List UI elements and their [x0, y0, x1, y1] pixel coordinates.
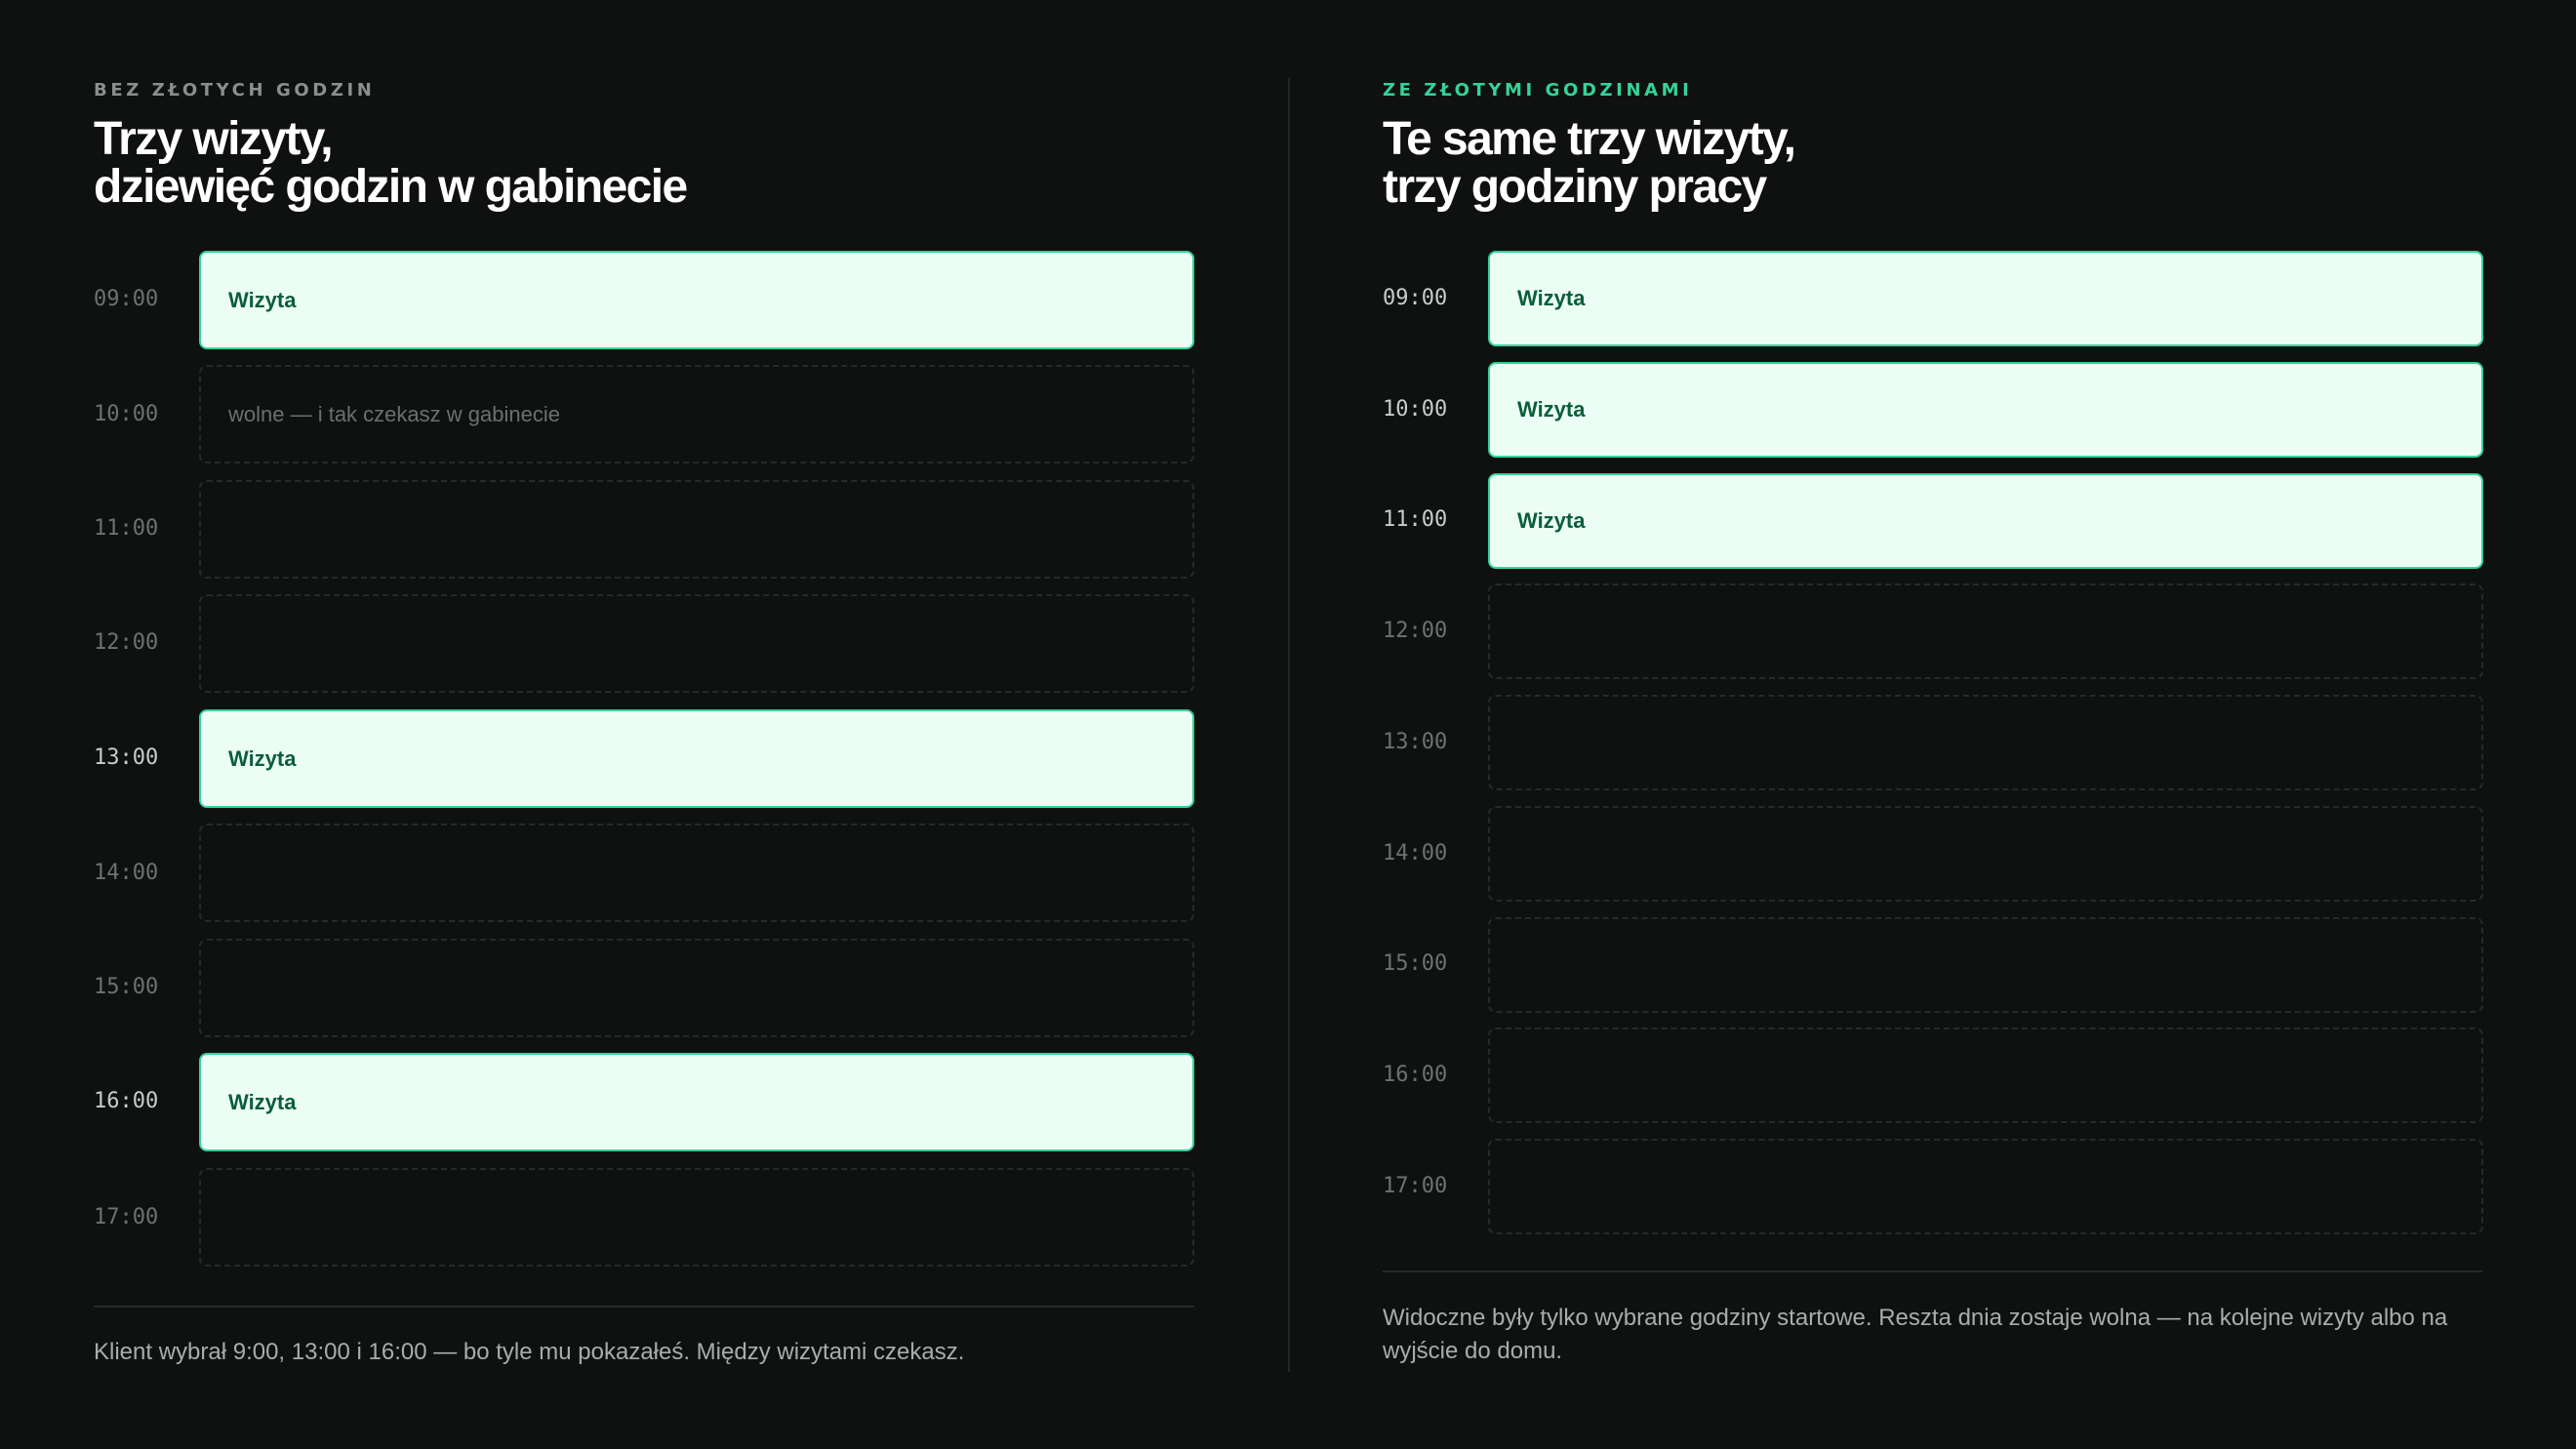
slot-time: 16:00 [1383, 1063, 1448, 1087]
slot-time: 14:00 [1383, 841, 1448, 865]
time-slot-booked[interactable] [1488, 473, 2483, 569]
section-eyebrow: ZE ZŁOTYMI GODZINAMI [1383, 80, 1693, 101]
slot-time: 11:00 [94, 516, 159, 541]
section-eyebrow: BEZ ZŁOTYCH GODZIN [94, 80, 376, 101]
time-slot-booked[interactable] [1488, 251, 2483, 346]
schedule-without-golden-hours [94, 0, 1194, 1449]
title-line-1: Trzy wizyty, [94, 113, 333, 165]
slot-time: 10:00 [94, 402, 159, 426]
schedule-with-golden-hours [1383, 0, 2482, 1449]
slot-label: Wizyta [1517, 286, 1586, 310]
slot-label: Wizyta [228, 287, 297, 312]
slot-time: 15:00 [94, 975, 159, 999]
section-title [1383, 115, 1794, 211]
time-slot-free[interactable] [1488, 806, 2483, 902]
slot-time: 13:00 [1383, 730, 1448, 754]
time-slot-booked[interactable] [199, 709, 1194, 808]
time-slot-free[interactable] [199, 480, 1194, 579]
slot-note: wolne — i tak czekasz w gabinecie [228, 401, 560, 426]
time-slot-free[interactable] [1488, 1139, 2483, 1234]
title-line-2: trzy godziny pracy [1383, 161, 1766, 213]
time-slot-booked[interactable] [199, 251, 1194, 349]
slot-time: 15:00 [1383, 951, 1448, 976]
footnote-divider [1383, 1270, 2482, 1272]
time-slot-free[interactable] [1488, 1027, 2483, 1123]
slot-time: 09:00 [1383, 286, 1448, 310]
time-slot-free[interactable] [199, 1168, 1194, 1267]
time-slot-free[interactable] [199, 594, 1194, 693]
slot-time: 13:00 [94, 745, 159, 770]
slot-time: 09:00 [94, 287, 159, 311]
column-divider [1288, 78, 1290, 1372]
time-slot-booked[interactable] [1488, 362, 2483, 458]
section-title [94, 115, 687, 211]
slot-label: Wizyta [228, 745, 297, 771]
slot-time: 11:00 [1383, 507, 1448, 532]
slot-label: Wizyta [1517, 397, 1586, 422]
footnote: Widoczne były tylko wybrane godziny startowe. Reszta dnia zostaje wolna — na kolejne wizyty albo na wyjście do domu. [1383, 1305, 2448, 1364]
slot-label: Wizyta [1517, 508, 1586, 533]
slot-time: 12:00 [1383, 619, 1448, 643]
time-slot-free[interactable] [1488, 917, 2483, 1013]
time-slot-free[interactable] [1488, 584, 2483, 679]
time-slot-booked[interactable] [199, 1053, 1194, 1151]
slot-time: 12:00 [94, 630, 159, 655]
footnote-divider [94, 1306, 1194, 1308]
time-slot-free[interactable] [199, 365, 1194, 463]
slot-time: 16:00 [94, 1089, 159, 1113]
title-line-1: Te same trzy wizyty, [1383, 113, 1795, 165]
time-slot-free[interactable] [199, 939, 1194, 1037]
slot-label: Wizyta [228, 1089, 297, 1114]
time-slot-free[interactable] [199, 824, 1194, 922]
slot-time: 14:00 [94, 861, 159, 885]
footnote: Klient wybrał 9:00, 13:00 i 16:00 — bo tyle mu pokazałeś. Między wizytami czekasz. [94, 1339, 965, 1365]
slot-time: 17:00 [94, 1205, 159, 1229]
slot-time: 17:00 [1383, 1174, 1448, 1198]
title-line-2: dziewięć godzin w gabinecie [94, 161, 687, 213]
time-slot-free[interactable] [1488, 695, 2483, 790]
slot-time: 10:00 [1383, 397, 1448, 422]
